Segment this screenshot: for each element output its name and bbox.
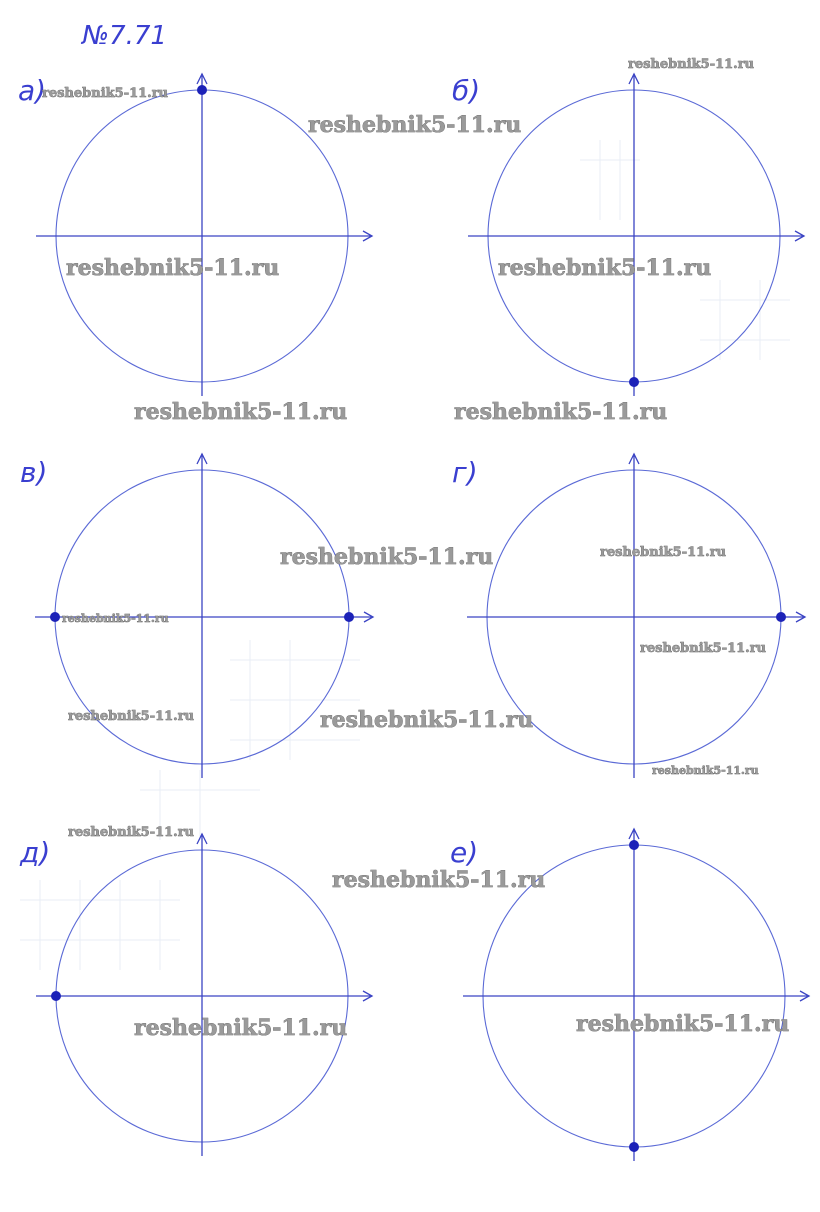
panel-label: а)	[18, 74, 47, 107]
watermark-text: reshebnik5-11.ru	[68, 709, 195, 724]
panel-label: в)	[20, 456, 48, 489]
watermark-text: reshebnik5-11.ru	[66, 255, 280, 281]
watermark-text: reshebnik5-11.ru	[320, 707, 534, 733]
watermark-text: reshebnik5-11.ru	[134, 399, 348, 425]
watermark-text: reshebnik5-11.ru	[640, 641, 767, 656]
watermark-text: reshebnik5-11.ru	[498, 255, 712, 281]
marked-point-top	[629, 840, 639, 850]
watermark-text: reshebnik5-11.ru	[42, 86, 169, 101]
unit-circle-panel-5	[19, 834, 372, 1156]
marked-point-bottom	[629, 377, 639, 387]
watermark-text: reshebnik5-11.ru	[68, 825, 195, 840]
watermark-text: reshebnik5-11.ru	[600, 545, 727, 560]
marked-point-left	[50, 612, 60, 622]
watermark-text: reshebnik5-11.ru	[332, 867, 546, 893]
watermark-text: reshebnik5-11.ru	[308, 112, 522, 138]
watermark-text: reshebnik5-11.ru	[652, 764, 759, 777]
marked-point-left	[51, 991, 61, 1001]
watermark-text: reshebnik5-11.ru	[134, 1015, 348, 1041]
panel-label: д)	[20, 836, 51, 869]
marked-point-top	[197, 85, 207, 95]
watermark-text: reshebnik5-11.ru	[454, 399, 668, 425]
panel-label: г)	[452, 456, 478, 489]
watermark-text: reshebnik5-11.ru	[628, 57, 755, 72]
panel-label: б)	[452, 74, 481, 107]
watermark-text: reshebnik5-11.ru	[280, 544, 494, 570]
watermark-text: reshebnik5-11.ru	[62, 612, 169, 625]
marked-point-bottom	[629, 1142, 639, 1152]
watermark-text: reshebnik5-11.ru	[576, 1011, 790, 1037]
panel-label: е)	[450, 836, 479, 869]
problem-number: №7.71	[82, 21, 167, 51]
marked-point-right	[776, 612, 786, 622]
watermarks-group	[42, 57, 789, 1041]
marked-point-right	[344, 612, 354, 622]
